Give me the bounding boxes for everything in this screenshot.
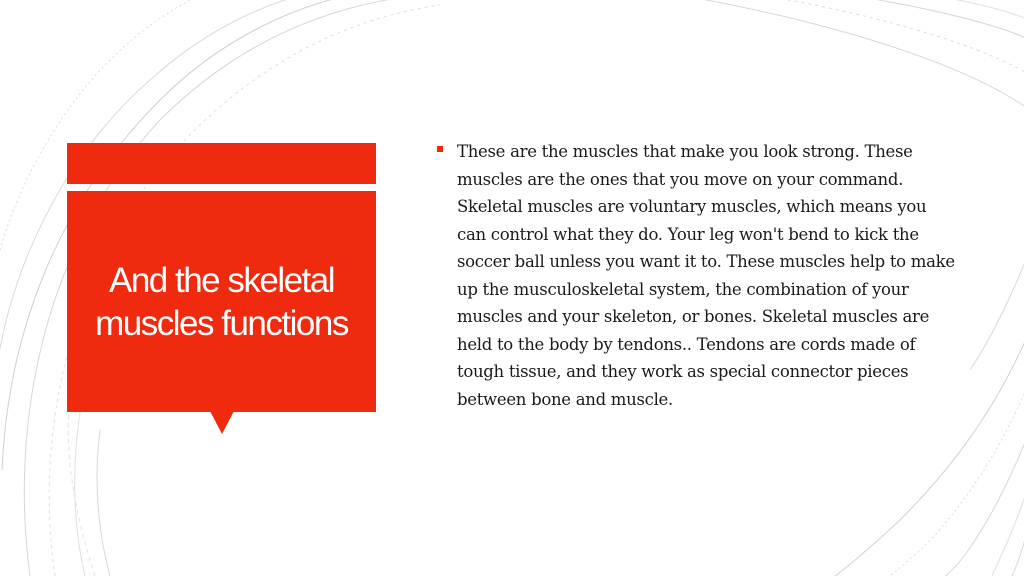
bullet-item — [437, 138, 957, 413]
bullet-text: These are the muscles that make you look strong. These muscles are the ones that you move on your command. Skeletal muscles are voluntary muscles, which means you can control what they do. Your leg won't bend to kick the soccer ball unless you want it to. These muscles help to make up the musculoskeletal system, the combination of your muscles and your skeleton, or bones. Skeletal muscles are held to the body by tendons.. Tendons are cords made of tough tissue, and they work as special connector pieces between bone and muscle. — [457, 142, 955, 409]
slide-title: And the skeletal muscles functions — [95, 260, 348, 343]
title-box — [67, 191, 376, 412]
square-bullet-icon — [437, 146, 443, 152]
title-accent-bar — [67, 143, 376, 184]
content-area — [437, 138, 957, 413]
title-box-pointer — [210, 411, 234, 434]
